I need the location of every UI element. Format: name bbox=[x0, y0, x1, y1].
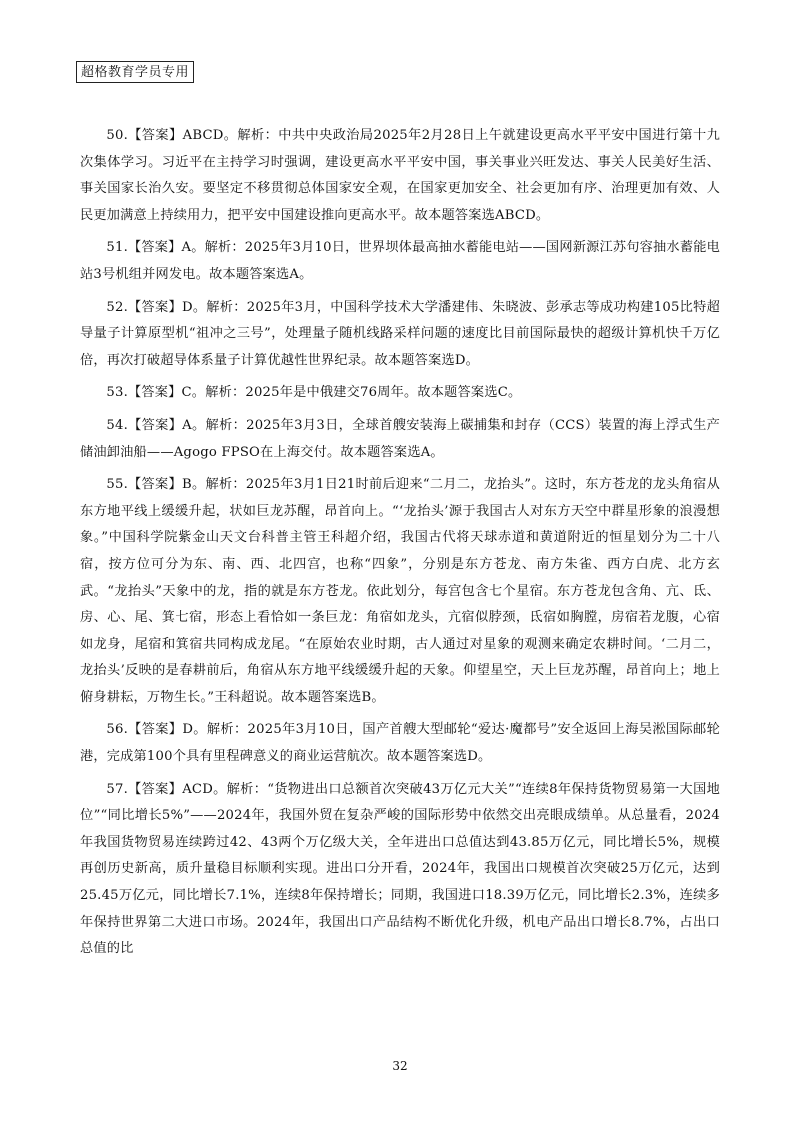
header-label: 超格教育学员专用 bbox=[76, 61, 194, 83]
answer-paragraph-55: 55.【答案】B。解析：2025年3月1日21时前后迎来“二月二，龙抬头”。这时，东方苍龙的龙头角宿从东方地平线上缓缓升起，状如巨龙苏醒，昂首向上。“‘龙抬头’源于我国古人对东方天空中群星形象的浪漫想象。”中国科学院紫金山天文台科普主管王科超介绍，我国古代将天球赤道和黄道附近的恒星划分为二十八宿，按方位可分为东、南、西、北四宫，也称“四象”，分别是东方苍龙、南方朱雀、西方白虎、北方玄武。“龙抬头”天象中的龙，指的就是东方苍龙。依此划分，每宫包含七个星宿。东方苍龙包含角、亢、氐、房、心、尾、箕七宿，形态上看恰如一条巨龙：角宿如龙头，亢宿似脖颈，氐宿如胸膛，房宿若龙腹，心宿如龙身，尾宿和箕宿共同构成龙尾。“在原始农业时期，古人通过对星象的观测来确定农耕时间。‘二月二，龙抬头’反映的是春耕前后，角宿从东方地平线缓缓升起的天象。仰望星空，天上巨龙苏醒，昂首向上；地上俯身耕耘，万物生长。”王科超说。故本题答案选B。 bbox=[80, 477, 720, 705]
answer-paragraph-57: 57.【答案】ACD。解析：“货物进出口总额首次突破43万亿元大关”“连续8年保持货物贸易第一大国地位”“同比增长5%”——2024年，我国外贸在复杂严峻的国际形势中依然交出亮眼成绩单。从总量看，2024年我国货物贸易连续跨过42、43两个万亿级大关，全年进出口总值达到43.85万亿元，同比增长5%，规模再创历史新高，质升量稳目标顺利实现。进出口分开看，2024年，我国出口规模首次突破25万亿元，达到25.45万亿元，同比增长7.1%，连续8年保持增长；同期，我国进口18.39万亿元，同比增长2.3%，连续多年保持世界第二大进口市场。2024年，我国出口产品结构不断优化升级，机电产品出口增长8.7%，占出口总值的比 bbox=[80, 781, 720, 957]
answer-paragraph-51: 51.【答案】A。解析：2025年3月10日，世界坝体最高抽水蓄能电站——国网新源江苏句容抽水蓄能电站3号机组并网发电。故本题答案选A。 bbox=[80, 240, 720, 282]
answer-paragraph-50: 50.【答案】ABCD。解析：中共中央政治局2025年2月28日上午就建设更高水平平安中国进行第十九次集体学习。习近平在主持学习时强调，建设更高水平平安中国，事关事业兴旺发达、事关人民美好生活、事关国家长治久安。要坚定不移贯彻总体国家安全观，在国家更加安全、社会更加有序、治理更加有效、人民更加满意上持续用力，把平安中国建设推向更高水平。故本题答案选ABCD。 bbox=[80, 128, 720, 223]
answer-paragraph-53: 53.【答案】C。解析：2025年是中俄建交76周年。故本题答案选C。 bbox=[106, 385, 522, 401]
answer-explanations bbox=[80, 123, 720, 969]
page-number: 32 bbox=[392, 1059, 408, 1073]
answer-paragraph-52: 52.【答案】D。解析：2025年3月，中国科学技术大学潘建伟、朱晓波、彭承志等成功构建105比特超导量子计算原型机“祖冲之三号”，处理量子随机线路采样问题的速度比目前国际最快的超级计算机快千万亿倍，再次打破超导体系量子计算优越性世界纪录。故本题答案选D。 bbox=[80, 299, 720, 368]
answer-paragraph-56: 56.【答案】D。解析：2025年3月10日，国产首艘大型邮轮“爱达·魔都号”安全返回上海吴淞国际邮轮港，完成第100个具有里程碑意义的商业运营航次。故本题答案选D。 bbox=[80, 722, 720, 765]
answer-paragraph-54: 54.【答案】A。解析：2025年3月3日，全球首艘安装海上碳捕集和封存（CCS）装置的海上浮式生产储油卸油船——Agogo FPSO在上海交付。故本题答案选A。 bbox=[80, 417, 720, 460]
